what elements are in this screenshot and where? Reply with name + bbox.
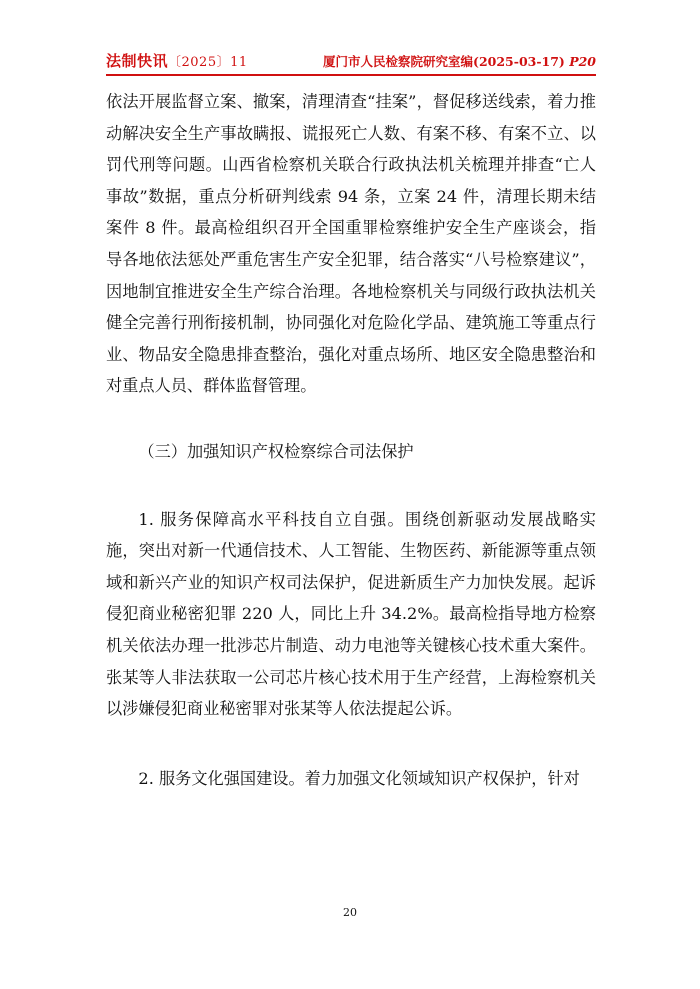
document-body — [106, 86, 596, 794]
section-heading: （三）加强知识产权检察综合司法保护 — [138, 441, 414, 461]
paragraph-item-1: 1. 服务保障高水平科技自立自强。围绕创新驱动发展战略实施，突出对新一代通信技术、人工智能、生物医药、新能源等重点领域和新兴产业的知识产权司法保护，促进新质生产力加快发展。起诉侵犯商业秘密犯罪 220 人，同比上升 34.2%。最高检指导地方检察机关依法办理一批涉芯片制造、动力电池等关键核心技术重大案件。张某等人非法获取一公司芯片核心技术用于生产经营，上海检察机关以涉嫌侵犯商业秘密罪对张某等人依法提起公诉。 — [106, 509, 596, 719]
header-rule — [106, 74, 596, 76]
editor-line: 厦门市人民检察院研究室编(2025-03-17) P20 — [323, 54, 596, 69]
paragraph-continued: 依法开展监督立案、撤案，清理清查“挂案”，督促移送线索，着力推动解决安全生产事故瞒报、谎报死亡人数、有案不移、有案不立、以罚代刑等问题。山西省检察机关联合行政执法机关梳理并排查“亡人事故”数据，重点分析研判线索 94 条，立案 24 件，清理长期未结案件 8 件。最高检组织召开全国重罪检察维护安全生产座谈会，指导各地依法惩处严重危害生产安全犯罪，结合落实“八号检察建议”，因地制宜推进安全生产综合治理。各地检察机关与同级行政执法机关健全完善行刑衔接机制，协同强化对危险化学品、建筑施工等重点行业、物品安全隐患排查整治，强化对重点场所、地区安全隐患整治和对重点人员、群体监督管理。 — [106, 92, 596, 396]
issue-number: 〔2025〕11 — [168, 55, 248, 70]
page-header — [106, 50, 596, 74]
paragraph-item-2: 2. 服务文化强国建设。着力加强文化领域知识产权保护，针对 — [138, 768, 580, 788]
publication-title: 法制快讯〔2025〕11 — [106, 52, 248, 70]
page-tag: P20 — [569, 54, 596, 69]
page-number: 20 — [343, 906, 357, 919]
